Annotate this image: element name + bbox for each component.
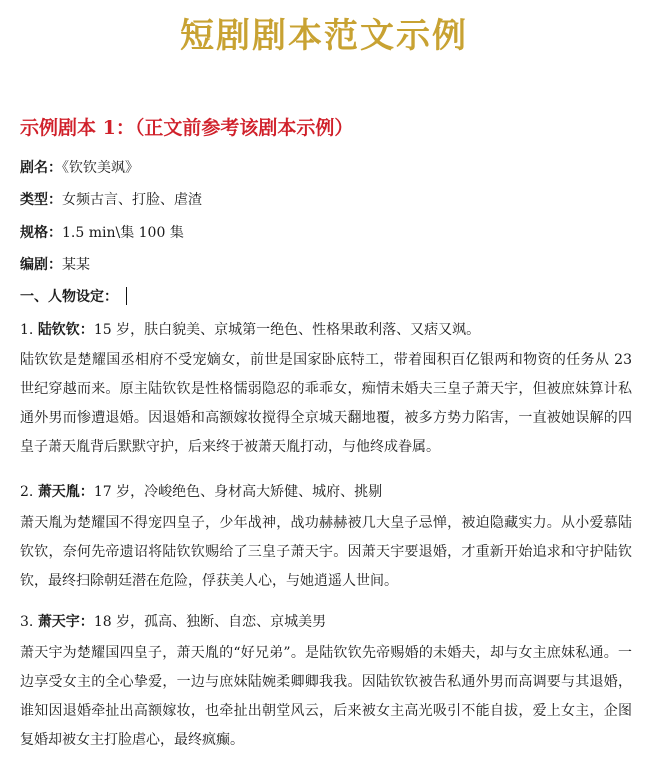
character-name: 萧天宇： — [37, 614, 94, 630]
character-tags: 15 岁，肤白貌美、京城第一绝色、性格果敢利落、又痞又飒。 — [93, 322, 481, 338]
character-name: 陆钦钦： — [37, 322, 94, 338]
meta-title-line — [20, 158, 139, 178]
document-title: 短剧剧本范文示例 — [180, 16, 468, 56]
meta-key: 规格： — [20, 225, 62, 241]
character-tags: 17 岁，冷峻绝色、身材高大矫健、城府、挑剔 — [93, 484, 383, 500]
character-heading — [20, 320, 480, 340]
character-heading — [20, 612, 326, 632]
meta-key: 剧名： — [20, 160, 62, 176]
character-number: 1. — [20, 322, 34, 338]
character-number: 2. — [20, 484, 34, 500]
example-heading: 示例剧本 1：（正文前参考该剧本示例） — [20, 117, 354, 139]
meta-value: 女频古言、打脸、虐渣 — [62, 192, 202, 208]
meta-spec-line — [20, 223, 184, 243]
meta-key: 类型： — [20, 192, 62, 208]
character-tags: 18 岁，孤高、独断、自恋、京城美男 — [93, 614, 327, 630]
section-title-text: 一、人物设定： — [20, 289, 118, 305]
character-description: 陆钦钦是楚耀国丞相府不受宠嫡女，前世是国家卧底特工，带着囤积百亿银两和物资的任务从 23 世纪穿越而来。原主陆钦钦是性格懦弱隐忍的乖乖女，痴情未婚夫三皇子萧天宇，但被庶妹算计私通外男而惨遭退婚。因退婚和高额嫁妆搅得全京城天翻地覆，被多方势力陷害，一直被她误解的四皇子萧天胤背后默默守护，后来终于被萧天胤打动，与他终成眷属。 — [20, 352, 632, 455]
character-name: 萧天胤： — [37, 484, 94, 500]
section-title[interactable] — [20, 287, 127, 307]
meta-value: 某某 — [62, 257, 90, 273]
meta-key: 编剧： — [20, 257, 62, 273]
meta-writer-line — [20, 255, 90, 275]
meta-genre-line — [20, 190, 202, 210]
character-heading — [20, 482, 382, 502]
character-number: 3. — [20, 614, 34, 630]
meta-value: 《钦钦美飒》 — [62, 160, 139, 176]
text-cursor — [126, 287, 127, 305]
meta-value: 1.5 min\集 100 集 — [62, 225, 184, 241]
character-description: 萧天胤为楚耀国不得宠四皇子，少年战神，战功赫赫被几大皇子忌惮，被迫隐藏实力。从小爱慕陆钦钦，奈何先帝遗诏将陆钦钦赐给了三皇子萧天宇。因萧天宇要退婚，才重新开始追求和守护陆钦钦，最终扫除朝廷潜在危险，俘获美人心，与她逍遥人世间。 — [20, 515, 632, 589]
character-description: 萧天宇为楚耀国四皇子，萧天胤的“好兄弟”。是陆钦钦先帝赐婚的未婚夫，却与女主庶妹私通。一边享受女主的全心挚爱，一边与庶妹陆婉柔卿卿我我。因陆钦钦被告私通外男而高调要与其退婚，谁知因退婚牵扯出高额嫁妆，也牵扯出朝堂风云，后来被女主高光吸引不能自拔，爱上女主，企图复婚却被女主打脸虐心，最终疯癫。 — [20, 645, 632, 748]
